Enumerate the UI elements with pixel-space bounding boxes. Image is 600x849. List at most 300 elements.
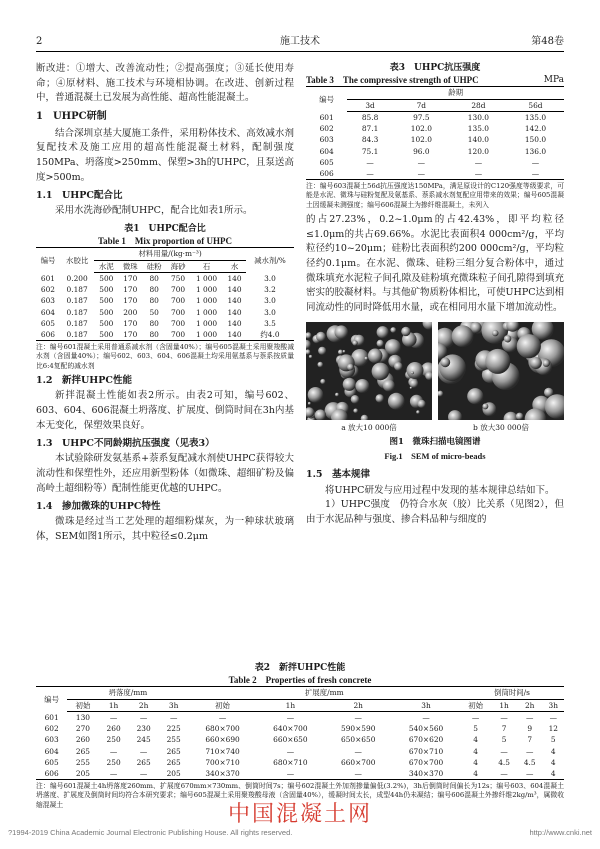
- table2-cell: 590×590: [341, 724, 376, 734]
- table2-cell: 670×710: [408, 746, 444, 756]
- table2-cell: 340×370: [408, 769, 444, 779]
- table1-caption: 表1 UHPC配合比 Table 1 Mix proportion of UHPC: [97, 223, 232, 247]
- copyright-text: ?1994-2019 China Academic Journal Electronic Publishing House. All rights reserved.: [8, 828, 293, 837]
- table2-cell: 225: [166, 724, 181, 734]
- table1-cell: 140: [227, 273, 242, 283]
- table2-subheader: 1h: [99, 699, 129, 711]
- table1-cell: 750: [171, 273, 186, 283]
- micro-bead-particle: [410, 379, 419, 388]
- table2-cell: 7: [501, 724, 507, 734]
- table3-cell: —: [417, 157, 426, 167]
- table2-caption: 表2 新拌UHPC性能 Table 2 Properties of fresh concrete: [228, 663, 372, 686]
- page-header: [36, 36, 564, 52]
- table2-cell: 245: [136, 735, 151, 745]
- table3-cell: 84.3: [361, 135, 379, 145]
- table1-subheader: 石: [190, 260, 223, 272]
- table1-cell: 601: [40, 273, 56, 283]
- table1-cell: 500: [99, 285, 114, 294]
- micro-bead-particle: [335, 325, 349, 339]
- micro-bead-particle: [320, 379, 325, 384]
- table2-cell: —: [139, 769, 148, 779]
- table2-cell: —: [286, 746, 295, 756]
- table1-cell: 80: [149, 273, 159, 283]
- table2-cell: —: [354, 746, 362, 756]
- footer-url: http://www.cnki.net: [529, 828, 592, 837]
- micro-bead-particle: [315, 409, 326, 420]
- table2-note: 注：编号601混凝土4h坍落度260mm、扩展度670mm×730mm、倒筒时间7s；编号602混凝土外加剂掺量偏低(3.2%)，3h后倒筒时间偏长为12s；编号603、604混凝土坍落度、扩展度及倒筒时间均符合本研究要求；编号605混凝土采用聚羧酸母液（含固量40%），缓凝时间太长，成型44h仍未凝结；编号606混凝土外掺纤维2kg/m³，属微收缩混凝土: [36, 782, 564, 809]
- micro-bead-particle: [482, 403, 488, 409]
- figure1: [306, 322, 564, 434]
- paragraph: 结合深圳京基大厦施工条件，采用粉体技术、高效减水剂复配技术及施工应用的超高性能混凝土材料，配制强度150MPa、坍落度>250mm、保塑>3h的UHPC，且泵送高度>500m。: [36, 127, 294, 183]
- table1-cell: 1 000: [195, 318, 218, 328]
- table2-cell: 710×740: [205, 746, 240, 756]
- table1-cell: 170: [123, 296, 138, 306]
- table1-note: 注：编号601混凝土采用普通系减水剂（含固量40%）；编号605混凝土采用聚羧酸减水剂（含固量40%）；编号602、603、604、606混凝土均采用氨基系与萘系按质量比6:4复配的减水剂: [36, 343, 294, 370]
- micro-bead-particle: [485, 349, 510, 374]
- table2-cell: —: [354, 712, 362, 722]
- table1-subheader: 水: [223, 260, 246, 272]
- micro-bead-particle: [410, 386, 412, 388]
- table1-subheader: 微珠: [118, 260, 142, 272]
- micro-bead-particle: [416, 410, 420, 414]
- table3-cell: 102.0: [410, 124, 432, 134]
- table3-cell: 85.8: [361, 112, 379, 122]
- micro-bead-particle: [411, 371, 414, 374]
- table2-cell: 4: [473, 757, 478, 767]
- paragraph: 本试验除研发氨基系+萘系复配减水剂使UHPC获得较大流动性和保塑性外，还应用新型粉体（如微珠、超细矿粉及偏高岭土超细粉等）配制性能更优越的UHPC。: [36, 453, 294, 494]
- table1-row: [36, 307, 294, 318]
- table1-cell: 约4.0: [260, 330, 280, 339]
- table1-row: [36, 295, 294, 306]
- table2-cell: —: [500, 712, 508, 722]
- table2-cell: —: [139, 746, 148, 756]
- table2-cell: 7: [527, 735, 533, 745]
- micro-bead-particle: [306, 349, 310, 354]
- table2-cell: 205: [75, 769, 90, 779]
- table1-subheader: 水泥: [94, 260, 118, 272]
- table1-cell: 50: [149, 307, 159, 317]
- table1-cell: 500: [99, 330, 114, 339]
- table2-cell: 340×370: [205, 769, 240, 779]
- table3-cell: 142.0: [524, 124, 547, 134]
- table1-cell: 170: [123, 318, 138, 328]
- table1-cell: 700: [171, 318, 186, 328]
- micro-bead-particle: [448, 410, 462, 420]
- table1-cell: 1 000: [195, 273, 218, 283]
- table3-row: [306, 134, 564, 145]
- micro-bead-particle: [545, 394, 564, 419]
- right-column: [306, 62, 564, 528]
- table3-cell: 606: [319, 169, 334, 179]
- table2-cell: 4: [550, 769, 556, 779]
- micro-bead-particle: [504, 335, 511, 342]
- table1-cell: 700: [171, 285, 186, 294]
- micro-bead-particle: [388, 393, 405, 410]
- table2-cell: 4.5: [498, 757, 510, 767]
- volume-label: 第48卷: [531, 35, 564, 47]
- table1-cell: 140: [227, 330, 242, 339]
- table3-cell: 97.5: [413, 112, 430, 122]
- table2-cell: 260: [106, 724, 121, 734]
- table3-cell: 150.0: [524, 135, 547, 145]
- micro-bead-particle: [308, 402, 311, 405]
- table1-cell: 3.2: [264, 285, 276, 294]
- table2-cell: 604: [44, 746, 59, 756]
- table2-cell: 700×710: [205, 757, 240, 767]
- micro-bead-particle: [318, 347, 326, 355]
- micro-bead-particle: [517, 334, 541, 358]
- table2-cell: —: [139, 712, 148, 722]
- table2-subheader: 初始: [67, 699, 98, 711]
- micro-bead-particle: [361, 415, 369, 420]
- table3-subheader: 28d: [450, 99, 507, 111]
- paragraph: 的占27.23%，0.2~1.0μm的占42.43%，即平均粒径≤1.0μm的共占69.66%。水泥比表面积4 000cm²/g，平均粒径约10~20μm；硅粉比表面积约200 000cm²/g，平均粒径约0.1μm。在水泥、微珠、硅粉三组分复合粉体中，通过微珠填充水泥粒子间孔隙及硅粉填充微珠粒子间孔隙得到填充密实的胶凝材料。与其他矿物质粉体相比，可使UHPC达到相同流动性的同时降低用水量，或在相同用水量下增加流动性。: [306, 213, 564, 314]
- table2-row: [36, 768, 564, 780]
- table1-cell: 140: [227, 307, 242, 317]
- table1-row: [36, 272, 294, 284]
- subsection-heading: 1.3 UHPC不同龄期抗压强度（见表3）: [36, 437, 215, 449]
- table2-cell: 265: [136, 757, 151, 767]
- table1-cell: 700: [171, 296, 186, 306]
- page-number: 2: [36, 35, 43, 47]
- table3-cell: 96.0: [413, 146, 430, 156]
- table3: 编号 龄期 3d 7d 28d 56d 601 85.8 97.5 130.0 135.0 602 87.1 102.0 135.0 142.0 603 84.3 102.0 140.0 150.0 604 75.1 96.0 120.0 136.0 605 — — — — 606 — — — —: [306, 86, 564, 180]
- micro-bead-particle: [377, 340, 384, 347]
- table1-cell: 140: [227, 318, 242, 328]
- table3-subheader: 7d: [393, 99, 450, 111]
- table2-row: [36, 723, 564, 734]
- table3-cell: 601: [319, 112, 334, 122]
- table2-cell: —: [422, 712, 430, 722]
- paragraph: 断改进：①增大、改善流动性；②提高强度；③延长使用寿命；④原材料、施工技术与环境相协调。在改进、创新过程中，普通混凝土已发展为高性能、超高性能混凝土。: [36, 63, 294, 104]
- table2-cell: 255: [166, 735, 181, 745]
- table2-subheader: 1h: [256, 699, 324, 711]
- figure1a: [306, 322, 432, 434]
- section-heading: 1 UHPC研制: [36, 111, 107, 123]
- table2-cell: —: [109, 746, 118, 756]
- table2-cell: 605: [44, 757, 59, 767]
- table3-cell: 135.0: [524, 112, 547, 122]
- table1-cell: 1 000: [195, 330, 218, 339]
- micro-bead-particle: [368, 348, 383, 363]
- table2-cell: 660×650: [273, 735, 308, 745]
- micro-bead-particle: [377, 326, 389, 338]
- micro-bead-particle: [376, 394, 384, 402]
- table3-cell: —: [531, 157, 540, 167]
- table1-cell: 606: [40, 330, 56, 339]
- table2-cell: 660×690: [205, 735, 240, 745]
- table3-row: [306, 146, 564, 157]
- table2-row: [36, 734, 564, 745]
- table1-cell: 170: [123, 285, 138, 294]
- table2-cell: 250: [106, 757, 121, 767]
- journal-name: 施工技术: [280, 35, 320, 47]
- micro-bead-particle: [335, 393, 339, 397]
- table2-subheader: 2h: [324, 699, 392, 711]
- table1-cell: 500: [99, 318, 114, 328]
- paragraph: 将UHPC研发与应用过程中发现的基本规律总结如下。: [325, 484, 555, 496]
- table2-cell: 4: [473, 735, 478, 745]
- paragraph: 采用水洗海砂配制UHPC，配合比如表1所示。: [55, 205, 253, 217]
- table2-cell: 12: [548, 724, 558, 734]
- table3-cell: 120.0: [467, 146, 489, 156]
- table1-cell: 3.0: [264, 296, 276, 306]
- table1-cell: 1 000: [195, 296, 218, 306]
- figure1-caption: 图1 微珠扫描电镜图谱 Fig.1 SEM of micro-beads: [384, 437, 486, 461]
- table1-cell: 500: [99, 307, 114, 317]
- micro-bead-particle: [372, 362, 390, 380]
- table3-cell: —: [474, 157, 483, 167]
- table2-subheader: 1h: [491, 699, 517, 711]
- table2-cell: 602: [44, 724, 59, 734]
- table2-cell: 9: [527, 724, 533, 734]
- micro-bead-particle: [383, 379, 395, 391]
- table2-cell: —: [354, 769, 362, 779]
- table2-cell: 260: [75, 735, 90, 745]
- table2-cell: 4: [550, 757, 556, 767]
- micro-bead-particle: [530, 357, 542, 369]
- micro-bead-particle: [467, 388, 483, 404]
- micro-bead-particle: [355, 379, 369, 393]
- table2-subheader: 3h: [392, 699, 460, 711]
- table2-cell: —: [109, 769, 118, 779]
- table2-cell: 265: [166, 746, 181, 756]
- table3-cell: 130.0: [467, 112, 489, 122]
- table1-cell: 0.200: [66, 273, 88, 283]
- table3-cell: 140.0: [467, 135, 489, 145]
- table1-cell: 3.5: [264, 318, 276, 328]
- table2-subheader: 初始: [189, 699, 257, 711]
- micro-bead-particle: [308, 387, 324, 403]
- table2-cell: 4.5: [523, 757, 536, 767]
- table1-cell: 1 000: [195, 307, 218, 317]
- table1-cell: 80: [149, 330, 159, 339]
- table2-cell: —: [526, 769, 534, 779]
- table2-cell: 255: [75, 757, 90, 767]
- sem-image-b: [438, 322, 564, 420]
- table1-cell: 3.0: [264, 273, 276, 283]
- micro-bead-particle: [365, 357, 368, 360]
- table1-cell: 604: [40, 307, 56, 317]
- table1-cell: 80: [149, 285, 159, 294]
- micro-bead-particle: [492, 330, 498, 336]
- micro-bead-particle: [309, 355, 312, 358]
- table3-cell: —: [531, 169, 540, 179]
- table2-cell: 130: [75, 712, 90, 722]
- micro-bead-particle: [516, 412, 523, 419]
- table2-subheader: 3h: [543, 699, 564, 711]
- subsection-heading: 1.4 掺加微珠的UHPC特性: [36, 500, 161, 512]
- table1-row: [36, 318, 294, 329]
- table2-subheader: 3h: [159, 699, 189, 711]
- table1-cell: 170: [123, 273, 138, 283]
- table2-cell: —: [500, 746, 508, 756]
- table1-cell: 80: [149, 296, 159, 306]
- table1-cell: 140: [227, 285, 242, 294]
- micro-bead-particle: [543, 359, 550, 366]
- micro-bead-particle: [407, 362, 424, 379]
- micro-bead-particle: [390, 327, 396, 333]
- table1-row: [36, 329, 294, 341]
- micro-bead-particle: [352, 340, 357, 345]
- micro-bead-particle: [440, 357, 450, 367]
- table1-cell: 0.187: [66, 307, 88, 317]
- micro-bead-particle: [452, 325, 474, 347]
- figure1b: [438, 322, 564, 434]
- table2-cell: 4: [550, 746, 556, 756]
- table2-cell: —: [500, 769, 508, 779]
- table2-cell: 680×710: [273, 757, 308, 767]
- micro-bead-particle: [418, 400, 426, 408]
- micro-bead-particle: [438, 390, 443, 396]
- table1-cell: 0.187: [66, 318, 88, 328]
- watermark: 中国混凝土网: [227, 802, 372, 827]
- table1: 编号 水胶比 材料用量/(kg·m⁻³) 减水剂/% 水泥 微珠 硅粉 海砂 石 水 601 0.200 500 170 80 750 1 000 140 3.0 602 0.187 500 170 80 700 1 000 140 3.2 603 0.187 500 170 80 700 1 000 140 3.0 604 0.187 500 200 50 700 1 000 140 3.0 605 0.187 500 170 80 700 1 000 140 3.5 606 0.187 500 170 80 700 1 000 140 约4.0: [36, 247, 294, 341]
- table2-cell: 230: [136, 724, 151, 734]
- micro-bead-particle: [504, 412, 518, 420]
- subsection-heading: 1.2 新拌UHPC性能: [36, 374, 132, 386]
- table2-subheader: 初始: [460, 699, 491, 711]
- sem-image-a: [306, 322, 432, 420]
- table1-cell: 140: [227, 296, 242, 306]
- subsection-heading: 1.1 UHPC配合比: [36, 189, 123, 201]
- micro-bead-particle: [353, 408, 358, 413]
- micro-bead-particle: [306, 340, 311, 349]
- micro-bead-particle: [318, 362, 324, 368]
- micro-bead-particle: [423, 322, 432, 330]
- table2-cell: —: [286, 769, 295, 779]
- table2-row: [36, 746, 564, 757]
- table3-cell: 136.0: [524, 146, 547, 156]
- table3-subheader: 56d: [507, 99, 564, 111]
- micro-bead-particle: [351, 395, 360, 404]
- table2-cell: —: [471, 712, 480, 722]
- table2-cell: —: [169, 712, 178, 722]
- table2-cell: —: [286, 712, 295, 722]
- table1-cell: 0.187: [66, 330, 88, 339]
- table3-cell: 135.0: [467, 124, 489, 134]
- left-column: [36, 62, 294, 545]
- table2-row: [36, 757, 564, 768]
- table3-cell: 87.1: [361, 124, 379, 134]
- table3-cell: —: [366, 169, 374, 179]
- micro-bead-particle: [306, 332, 312, 338]
- figure1b-label: b 放大30 000倍: [473, 422, 529, 432]
- table2-cell: 660×700: [341, 757, 376, 767]
- table2-cell: 5: [550, 735, 556, 745]
- micro-bead-particle: [343, 378, 356, 391]
- table1-cell: 700: [171, 307, 186, 317]
- table2-cell: 205: [166, 769, 181, 779]
- table1-cell: 500: [99, 296, 114, 306]
- table2: 编号 坍落度/mm 扩展度/mm 倒筒时间/s 初始 1h 2h 3h 初始 1h 2h 3h 初始 1h 2h 3h 601 130 — — — — — — — — — — — 602 270 260 230 225 680×700 640×700 590×590 540×560 5 7 9 12 603 260 250 245 255 660×690 660×650 650×650 670×620 4 5 7 5 604 265 — — 265 710×740 — — 670×710 4 — — 4 605 255 250 265 265 700×710 680×710 660×700 670×700 4 4.5 4.5 4 606 205 — — 205 340×370 — — 340×370 4 — — 4: [36, 686, 564, 780]
- paragraph: 1）UHPC强度 仍符合水灰（胶）比关系（见图2），但由于水泥品种与强度、掺合料品种与细度的: [306, 499, 564, 525]
- table3-cell: 75.1: [361, 146, 379, 156]
- table2-block: [36, 662, 564, 810]
- table2-cell: —: [526, 746, 534, 756]
- table2-cell: 680×700: [205, 724, 240, 734]
- table2-cell: 265: [75, 746, 90, 756]
- table1-cell: 3.0: [264, 307, 276, 317]
- table1-cell: 200: [123, 307, 138, 317]
- table2-cell: 640×700: [273, 724, 308, 734]
- table3-cell: 602: [319, 124, 334, 134]
- table1-subheader: 硅粉: [142, 260, 166, 272]
- table1-row: [36, 284, 294, 295]
- table2-cell: 670×700: [408, 757, 444, 767]
- table3-cell: —: [417, 169, 426, 179]
- table3-cell: 604: [319, 146, 334, 156]
- page-footer: [0, 827, 600, 839]
- table2-cell: 270: [75, 724, 90, 734]
- table2-row: [36, 711, 564, 723]
- table2-cell: 4: [473, 769, 478, 779]
- table3-caption: 表3 UHPC抗压强度 Table 3 The compressive strength of UHPC MPa: [306, 63, 564, 86]
- table1-cell: 500: [99, 273, 114, 283]
- table2-cell: 5: [501, 735, 507, 745]
- table2-cell: —: [109, 712, 118, 722]
- table3-subheader: 3d: [347, 99, 392, 111]
- table2-cell: 603: [44, 735, 59, 745]
- table2-cell: 606: [44, 769, 59, 779]
- table3-cell: —: [474, 169, 483, 179]
- table2-cell: —: [549, 712, 557, 722]
- table1-cell: 170: [123, 330, 138, 339]
- micro-bead-particle: [394, 362, 403, 371]
- table1-cell: 1 000: [195, 285, 218, 294]
- micro-bead-particle: [338, 349, 343, 354]
- table1-cell: 602: [40, 285, 56, 294]
- table1-cell: 80: [149, 318, 159, 328]
- micro-bead-particle: [385, 339, 401, 355]
- table1-cell: 0.187: [66, 296, 88, 306]
- paragraph: 新拌混凝土性能如表2所示。由表2可知，编号602、603、604、606混凝土坍落度、扩展度、倒筒时间在3h内基本无变化，保塑效果良好。: [36, 390, 294, 431]
- table2-subheader: 2h: [517, 699, 543, 711]
- table2-cell: 601: [44, 712, 59, 722]
- micro-bead-particle: [316, 332, 326, 342]
- table2-cell: 650×650: [341, 735, 376, 745]
- table2-cell: 4: [473, 746, 478, 756]
- table2-cell: —: [526, 712, 534, 722]
- table2-cell: 250: [106, 735, 121, 745]
- table2-cell: 670×620: [408, 735, 444, 745]
- table2-cell: —: [218, 712, 227, 722]
- table1-subheader: 海砂: [166, 260, 190, 272]
- figure1a-label: a 放大10 000倍: [341, 422, 397, 432]
- table2-cell: 265: [166, 757, 181, 767]
- table3-cell: 603: [319, 135, 334, 145]
- micro-bead-particle: [343, 350, 346, 353]
- table3-note: 注：编号603混凝土56d抗压强度达150MPa，满足原设计的C120强度等级要求，可能是水泥、微珠与硅粉复配及氨基系、萘系减水剂复配应用带来的效果；编号605混凝土因缓凝未测强度；编号606混凝土为掺纤维混凝土，未列入: [306, 182, 564, 209]
- table2-cell: 5: [473, 724, 478, 734]
- table3-cell: —: [366, 157, 374, 167]
- table3-cell: 605: [319, 157, 334, 167]
- paragraph: 微珠是经过当工艺处理的超细粉煤灰，为一种球状玻璃体，SEM如图1所示，其中粒径≤0.2μm: [36, 516, 294, 542]
- micro-bead-particle: [401, 327, 410, 336]
- micro-bead-particle: [347, 364, 354, 371]
- table3-row: [306, 111, 564, 123]
- subsection-heading: 1.5 基本规律: [306, 468, 371, 480]
- table1-cell: 605: [40, 318, 56, 328]
- table3-row: [306, 123, 564, 134]
- table3-row: [306, 168, 564, 180]
- table1-cell: 700: [171, 330, 186, 339]
- table1-cell: 0.187: [66, 285, 88, 294]
- table3-row: [306, 157, 564, 168]
- table3-cell: 102.0: [410, 135, 432, 145]
- table2-subheader: 2h: [129, 699, 159, 711]
- table2-cell: 540×560: [408, 724, 444, 734]
